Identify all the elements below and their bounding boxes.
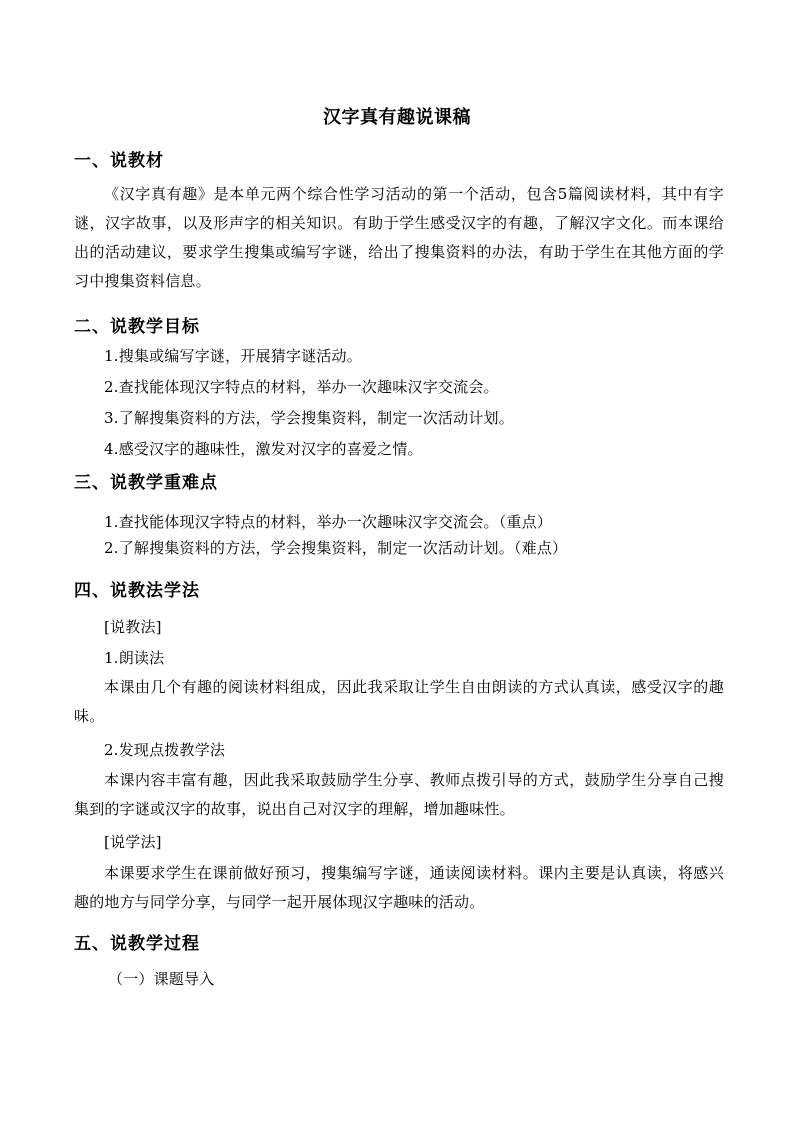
section-heading-textbook: 一、说教材 [74,151,164,171]
objective-item: 2.查找能体现汉字特点的材料，举办一次趣味汉字交流会。 [104,378,499,396]
method-text-guidance: 本课内容丰富有趣，因此我采取鼓励学生分享、教师点拨引导的方式，鼓励学生分享自己搜集到的字谜或汉字的故事，说出自己对汉字的理解，增加趣味性。 [74,771,724,818]
section-heading-key-points: 三、说教学重难点 [74,473,218,493]
objective-item: 3.了解搜集资料的方法，学会搜集资料，制定一次活动计划。 [104,409,514,427]
section-heading-methods: 四、说教法学法 [74,581,200,601]
key-point-item: 1.查找能体现汉字特点的材料，举办一次趣味汉字交流会。（重点） [104,513,553,531]
process-subsection-title: （一）课题导入 [108,970,215,988]
objective-item: 4.感受汉字的趣味性，激发对汉字的喜爱之情。 [104,440,423,458]
method-text-reading: 本课由几个有趣的阅读材料组成，因此我采取让学生自由朗读的方式认真读，感受汉字的趣味。 [74,678,724,725]
learning-method-text: 本课要求学生在课前做好预习，搜集编写字谜，通读阅读材料。课内主要是认真读，将感兴趣的地方与同学分享，与同学一起开展体现汉字趣味的活动。 [74,864,724,911]
teaching-method-label: [说教法] [104,618,162,636]
textbook-paragraph: 《汉字真有趣》是本单元两个综合性学习活动的第一个活动，包含5篇阅读材料，其中有字谜，汉字故事，以及形声字的相关知识。有助于学生感受汉字的有趣，了解汉字文化。而本课给出的活动建议，要求学生搜集或编写字谜，给出了搜集资料的办法，有助于学生在其他方面的学习中搜集资料信息。 [74,185,724,290]
document-title: 汉字真有趣说课稿 [323,107,471,128]
section-heading-process: 五、说教学过程 [74,934,200,954]
method-title-guidance: 2.发现点拨教学法 [104,741,226,759]
section-heading-objectives: 二、说教学目标 [74,317,200,337]
key-point-item: 2.了解搜集资料的方法，学会搜集资料，制定一次活动计划。（难点） [104,539,568,557]
objective-item: 1.搜集或编写字谜，开展猜字谜活动。 [104,347,362,365]
method-title-reading: 1.朗读法 [104,649,165,667]
learning-method-label: [说学法] [104,833,162,851]
